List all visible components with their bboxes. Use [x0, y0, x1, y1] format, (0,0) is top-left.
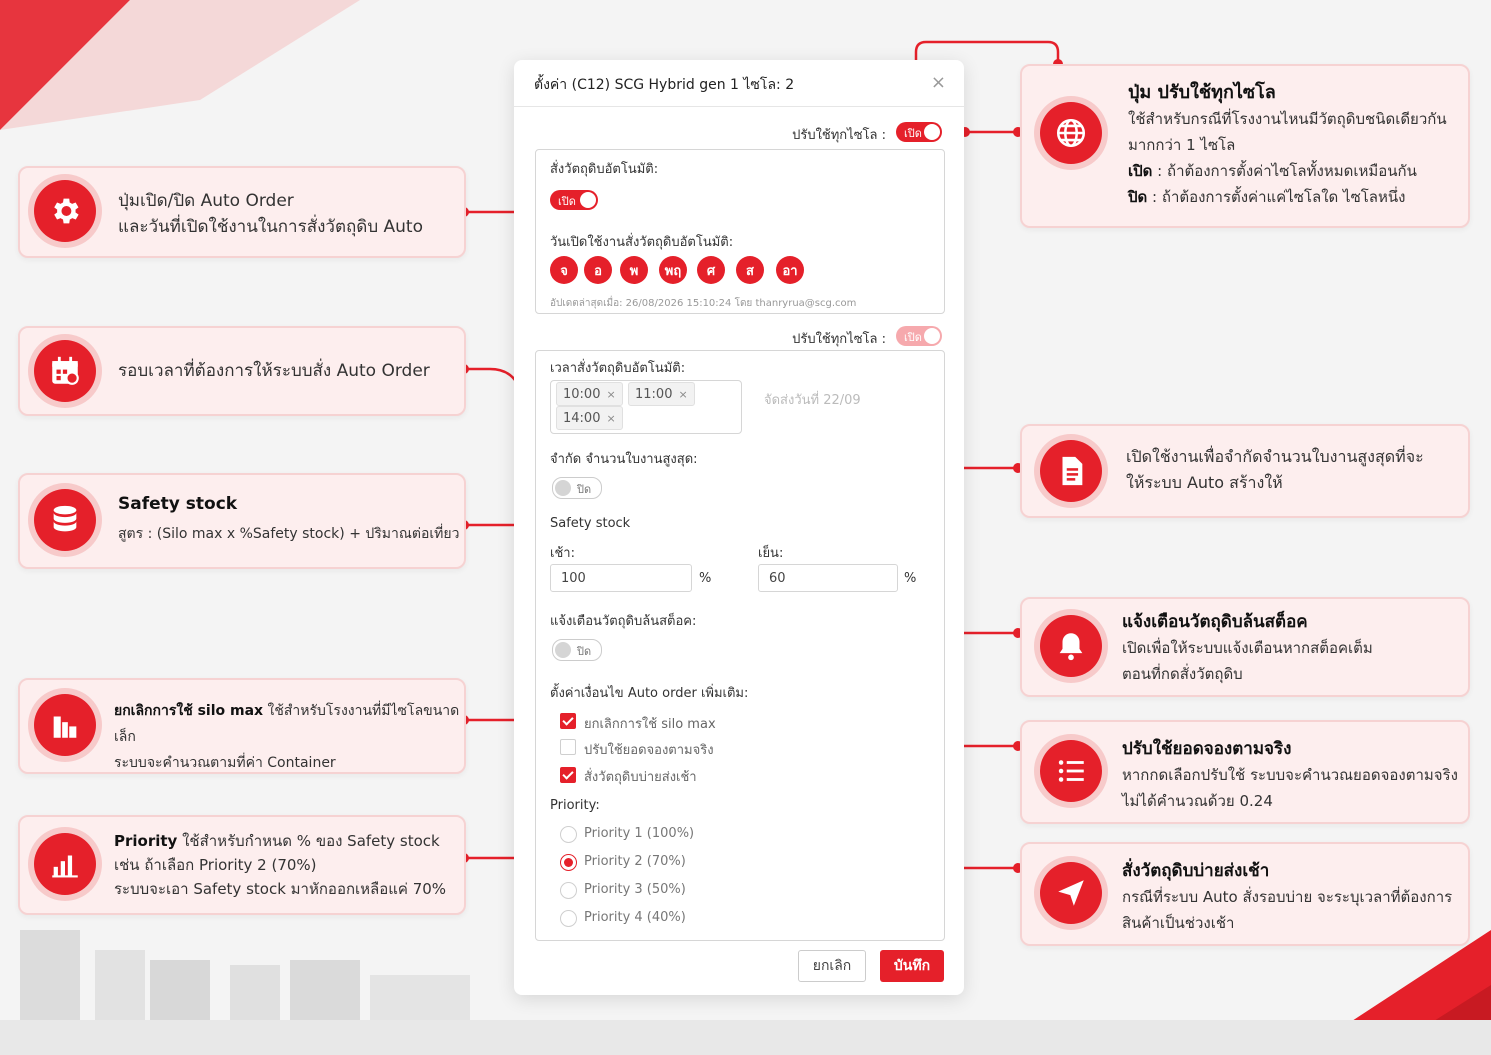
morning-percent: % [699, 571, 712, 586]
callout-limit-line2: ให้ระบบ Auto สร้างให้ [1126, 473, 1283, 492]
callout-apply-all-line2: มากกว่า 1 ไซโล [1128, 136, 1236, 154]
callout-apply-all-on: เปิด [1128, 162, 1153, 180]
apply-all-toggle[interactable] [896, 122, 942, 142]
callout-apply-all-line1: ใช้สำหรับกรณีที่โรงงานไหนมีวัตถุดิบชนิดเดียวกัน [1128, 110, 1447, 128]
morning-label: เช้า: [550, 546, 575, 561]
conditions-title: ตั้งค่าเงื่อนไข Auto order เพิ่มเติม: [550, 686, 749, 701]
day-thu[interactable]: พฤ [659, 256, 687, 284]
callout-limit-line1: เปิดใช้งานเพื่อจำกัดจำนวนใบงานสูงสุดที่จะ [1126, 447, 1424, 466]
callout-actual-booking-title: ปรับใช้ยอดจองตามจริง [1122, 739, 1292, 759]
callout-afternoon-line1: กรณีที่ระบบ Auto สั่งรอบบ่าย จะระบุเวลาที่ต้องการ [1122, 888, 1453, 906]
time-title: เวลาสั่งวัตถุดิบอัตโนมัติ: [550, 361, 686, 376]
callout-apply-all-title: ปุ่ม ปรับใช้ทุกไซโล [1128, 82, 1276, 103]
callout-apply-all-off-text: : ถ้าต้องการตั้งค่าแค่ไซโลใด ไซโลหนึ่ง [1147, 188, 1406, 206]
auto-order-toggle[interactable] [550, 190, 598, 210]
close-icon[interactable]: × [678, 387, 688, 401]
callout-afternoon-line2: สินค้าเป็นช่วงเช้า [1122, 914, 1235, 932]
overflow-title: แจ้งเตือนวัตถุดิบล้นสต็อค: [550, 614, 697, 629]
radio-priority-2[interactable] [560, 854, 577, 871]
callout-schedule [18, 326, 466, 416]
auto-order-toggle-text: เปิด [558, 195, 576, 208]
day-wed[interactable]: พ [620, 256, 648, 284]
checkbox-silo-max-label: ยกเลิกการใช้ silo max [584, 717, 716, 732]
dialog-title: ตั้งค่า (C12) SCG Hybrid gen 1 ไซโล: 2 [534, 77, 795, 93]
day-sat[interactable]: ส [736, 256, 764, 284]
evening-input[interactable]: 60 [758, 564, 898, 592]
checkbox-actual-booking[interactable] [560, 739, 576, 755]
callout-safety-title: Safety stock [118, 494, 238, 514]
apply-all-label-2: ปรับใช้ทุกไซโล : [792, 332, 886, 347]
cancel-button[interactable]: ยกเลิก [798, 950, 866, 982]
database-icon [34, 489, 96, 551]
callout-safety-formula: สูตร : (Silo max x %Safety stock) + ปริมาณต่อเที่ยว [118, 526, 460, 542]
bar-chart-icon [34, 833, 96, 895]
callout-priority-line3: ระบบจะเอา Safety stock มาหักออกเหลือแค่ 70% [114, 880, 447, 898]
checkbox-actual-booking-label: ปรับใช้ยอดจองตามจริง [584, 743, 714, 758]
apply-all-label: ปรับใช้ทุกไซโล : [792, 128, 886, 143]
radio-priority-1[interactable] [560, 826, 577, 843]
callout-auto-order-line2: และวันที่เปิดใช้งานในการสั่งวัตถุดิบ Auto [118, 217, 423, 237]
callout-auto-order-line1: ปุ่มเปิด/ปิด Auto Order [118, 191, 294, 211]
callout-schedule-line1: รอบเวลาที่ต้องการให้ระบบสั่ง Auto Order [118, 361, 430, 381]
day-sun[interactable]: อา [776, 256, 804, 284]
evening-percent: % [904, 571, 917, 586]
close-icon[interactable]: × [606, 387, 616, 401]
callout-actual-booking [1020, 720, 1470, 824]
time-tag-1[interactable] [556, 382, 623, 406]
settings-dialog [514, 60, 964, 995]
radio-priority-4[interactable] [560, 910, 577, 927]
callout-overflow-title: แจ้งเตือนวัตถุดิบล้นสต็อค [1122, 612, 1308, 632]
callout-apply-all-on-text: : ถ้าต้องการตั้งค่าไซโลทั้งหมดเหมือนกัน [1152, 162, 1417, 180]
paper-plane-icon [1040, 862, 1102, 924]
checkbox-afternoon-label: สั่งวัตถุดิบบ่ายส่งเช้า [584, 770, 697, 785]
close-icon[interactable]: × [606, 411, 616, 425]
apply-all-toggle-2-text: เปิด [904, 331, 922, 344]
document-icon [1040, 440, 1102, 502]
callout-safety-stock [18, 473, 466, 569]
radio-priority-4-label: Priority 4 (40%) [584, 910, 686, 925]
callout-afternoon [1020, 842, 1470, 946]
time-tag-1-label: 10:00 [563, 386, 601, 402]
overflow-toggle-text: ปิด [577, 645, 592, 658]
limit-toggle-text: ปิด [577, 483, 592, 496]
morning-input[interactable]: 100 [550, 564, 692, 592]
apply-all-toggle-2[interactable] [896, 326, 942, 346]
gear-icon [34, 180, 96, 242]
apply-all-toggle-text: เปิด [904, 127, 922, 140]
callout-apply-all [1020, 64, 1470, 228]
callout-silo-max [18, 678, 466, 774]
callout-overflow [1020, 597, 1470, 697]
limit-toggle[interactable] [552, 477, 602, 499]
callout-actual-booking-line1: หากกดเลือกปรับใช้ ระบบจะคำนวณยอดจองตามจริง [1122, 766, 1458, 784]
radio-priority-2-label: Priority 2 (70%) [584, 854, 686, 869]
callout-silo-max-line1: ใช้สำหรับโรงงานที่มีไซโลขนาดเล็ก [114, 703, 460, 745]
save-button[interactable]: บันทึก [880, 950, 944, 982]
callout-actual-booking-line2: ไม่ได้คำนวณด้วย 0.24 [1122, 792, 1273, 810]
callout-silo-max-line2: ระบบจะคำนวณตามที่ค่า Container [114, 755, 336, 771]
time-tag-2[interactable] [628, 382, 695, 406]
time-tag-3[interactable] [556, 406, 623, 430]
checkbox-afternoon[interactable] [560, 767, 576, 783]
radio-priority-1-label: Priority 1 (100%) [584, 826, 695, 841]
day-mon[interactable]: จ [550, 256, 578, 284]
callout-priority-line2: เช่น ถ้าเลือก Priority 2 (70%) [114, 856, 317, 874]
building-icon [34, 694, 96, 756]
evening-label: เย็น: [758, 546, 784, 561]
callout-apply-all-off: ปิด [1128, 188, 1148, 206]
callout-priority [18, 815, 466, 915]
radio-priority-3[interactable] [560, 882, 577, 899]
bell-icon [1040, 615, 1102, 677]
calendar-icon [34, 340, 96, 402]
callout-auto-order [18, 166, 466, 258]
callout-limit [1020, 424, 1470, 518]
delivery-note: จัดส่งวันที่ 22/09 [764, 393, 861, 408]
close-icon[interactable]: × [930, 72, 946, 93]
priority-title: Priority: [550, 798, 600, 813]
day-tue[interactable]: อ [584, 256, 612, 284]
safety-title: Safety stock [550, 516, 631, 531]
radio-priority-3-label: Priority 3 (50%) [584, 882, 686, 897]
checkbox-silo-max[interactable] [560, 713, 576, 729]
limit-title: จำกัด จำนวนใบงานสูงสุด: [550, 452, 698, 467]
callout-overflow-line2: ตอนที่กดสั่งวัตถุดิบ [1122, 665, 1243, 683]
day-fri[interactable]: ศ [697, 256, 725, 284]
auto-order-title: สั่งวัตถุดิบอัตโนมัติ: [550, 162, 659, 177]
time-tag-3-label: 14:00 [563, 410, 601, 426]
time-tag-2-label: 11:00 [635, 386, 673, 402]
list-icon [1040, 740, 1102, 802]
callout-priority-line1: ใช้สำหรับกำหนด % ของ Safety stock [177, 832, 440, 850]
updated-note: อัปเดตล่าสุดเมื่อ: 26/08/2026 15:10:24 โดย thanryrua@scg.com [550, 298, 857, 309]
dialog-divider [514, 106, 964, 107]
callout-priority-bold: Priority [114, 832, 178, 850]
days-title: วันเปิดใช้งานสั่งวัตถุดิบอัตโนมัติ: [550, 235, 734, 250]
overflow-toggle[interactable] [552, 639, 602, 661]
callout-afternoon-title: สั่งวัตถุดิบบ่ายส่งเช้า [1122, 861, 1270, 881]
globe-icon [1040, 102, 1102, 164]
callout-overflow-line1: เปิดเพื่อให้ระบบแจ้งเตือนหากสต็อคเต็ม [1122, 639, 1373, 657]
callout-silo-max-bold: ยกเลิกการใช้ silo max [114, 703, 264, 719]
